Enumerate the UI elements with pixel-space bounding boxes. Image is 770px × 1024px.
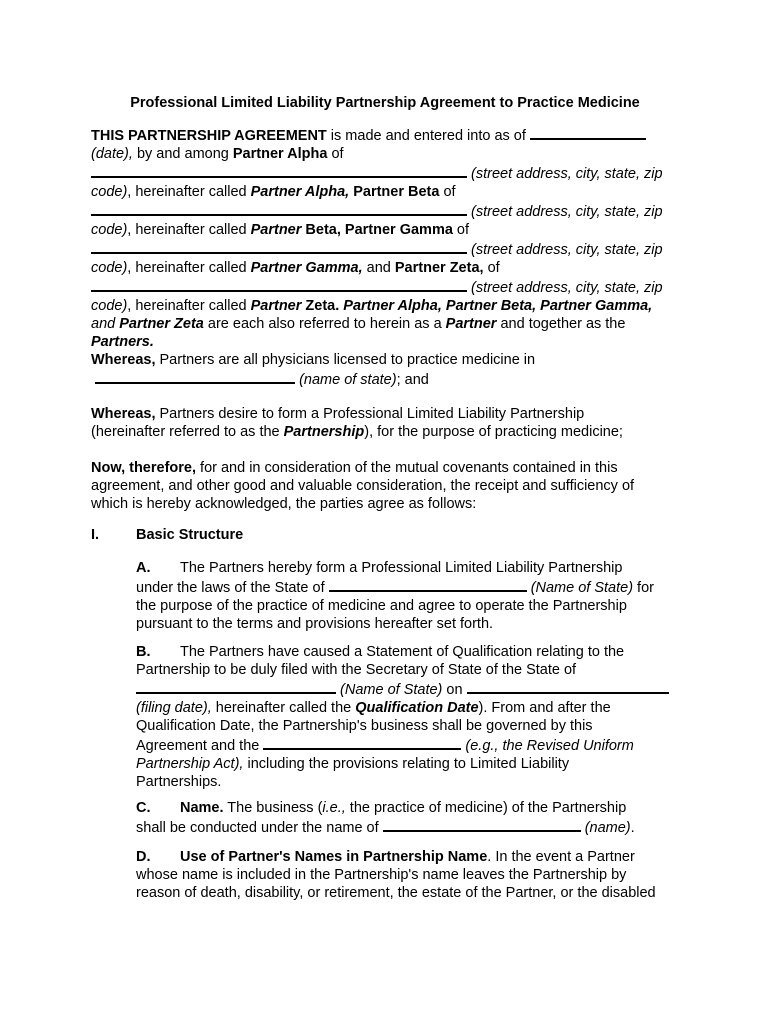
intro-lead: THIS PARTNERSHIP AGREEMENT xyxy=(91,128,327,144)
whereas-paragraph-1: Whereas, Partners are all physicians licensed to practice medicine in (name of state); and xyxy=(91,352,536,388)
document-title: Professional Limited Liability Partnership Agreement to Practice Medicine xyxy=(130,95,640,111)
clause-b: B. The Partners have caused a Statement of Qualification relating to the Partnership to be duly filed with the Secretary of State of the State of (Name of State) on (filing date), hereinafter called the Qualification Date). From and after the Qualification Date, the Partnership's business shall be governed by this Agreement and the (e.g., the Revised Uniform Partnership Act), including the provisions relating to Limited Liability Partnerships. xyxy=(136,643,686,791)
intro-paragraph: THIS PARTNERSHIP AGREEMENT is made and entered into as of (date), by and among Partner Alpha of (street address, city, state, zip code), hereinafter called Partner Alpha, Partner Beta of (street address, city, state, zip code), hereinafter called Partner Beta, Partner Gamma of (street address, city, state, zip code), hereinafter called Partner Gamma, and Partner Zeta, of (street address, city, state, zip code), hereinafter called Partner Zeta. Partner Alpha, Partner Beta, Partner Gamma, and Partner Zeta are each also referred to herein as a Partner and together as the Partners. xyxy=(91,125,686,351)
section-title: Basic Structure xyxy=(136,527,244,543)
clause-d: D. Use of Partner's Names in Partnership Name. In the event a Partner whose name is included in the Partnership's name leaves the Partnership by reason of death, disability, or retirement, the estate of the Partner, or the disabled xyxy=(136,849,656,901)
partnership-name-blank[interactable] xyxy=(383,817,581,832)
date-blank[interactable] xyxy=(530,125,646,140)
act-blank[interactable] xyxy=(263,735,461,750)
gamma-address-blank[interactable] xyxy=(91,239,467,254)
clause-a: A. The Partners hereby form a Professional Limited Liability Partnership under the laws of the State of (Name of State) for the purpose of the practice of medicine and agree to operate the Partnership pursuant to the terms and provisions hereafter set forth. xyxy=(136,560,654,632)
whereas-paragraph-2: Whereas, Partners desire to form a Professional Limited Liability Partnership (hereinafter referred to as the Partnership), for the purpose of practicing medicine; xyxy=(91,406,623,440)
state-name-blank[interactable] xyxy=(329,577,527,592)
now-therefore-paragraph: Now, therefore, for and in consideration of the mutual covenants contained in this agreement, and other good and valuable consideration, the receipt and sufficiency of which is hereby acknowledged, the parties agree as follows: xyxy=(91,460,635,512)
beta-address-blank[interactable] xyxy=(91,201,467,216)
filing-date-blank[interactable] xyxy=(467,679,669,694)
clause-c: C. Name. The business (i.e., the practice of medicine) of the Partnership shall be conducted under the name of (name). xyxy=(136,800,635,836)
zeta-address-blank[interactable] xyxy=(91,277,467,292)
state-blank[interactable] xyxy=(95,369,295,384)
alpha-address-blank[interactable] xyxy=(91,163,467,178)
filing-state-blank[interactable] xyxy=(136,679,336,694)
section-number: I. xyxy=(91,527,100,543)
